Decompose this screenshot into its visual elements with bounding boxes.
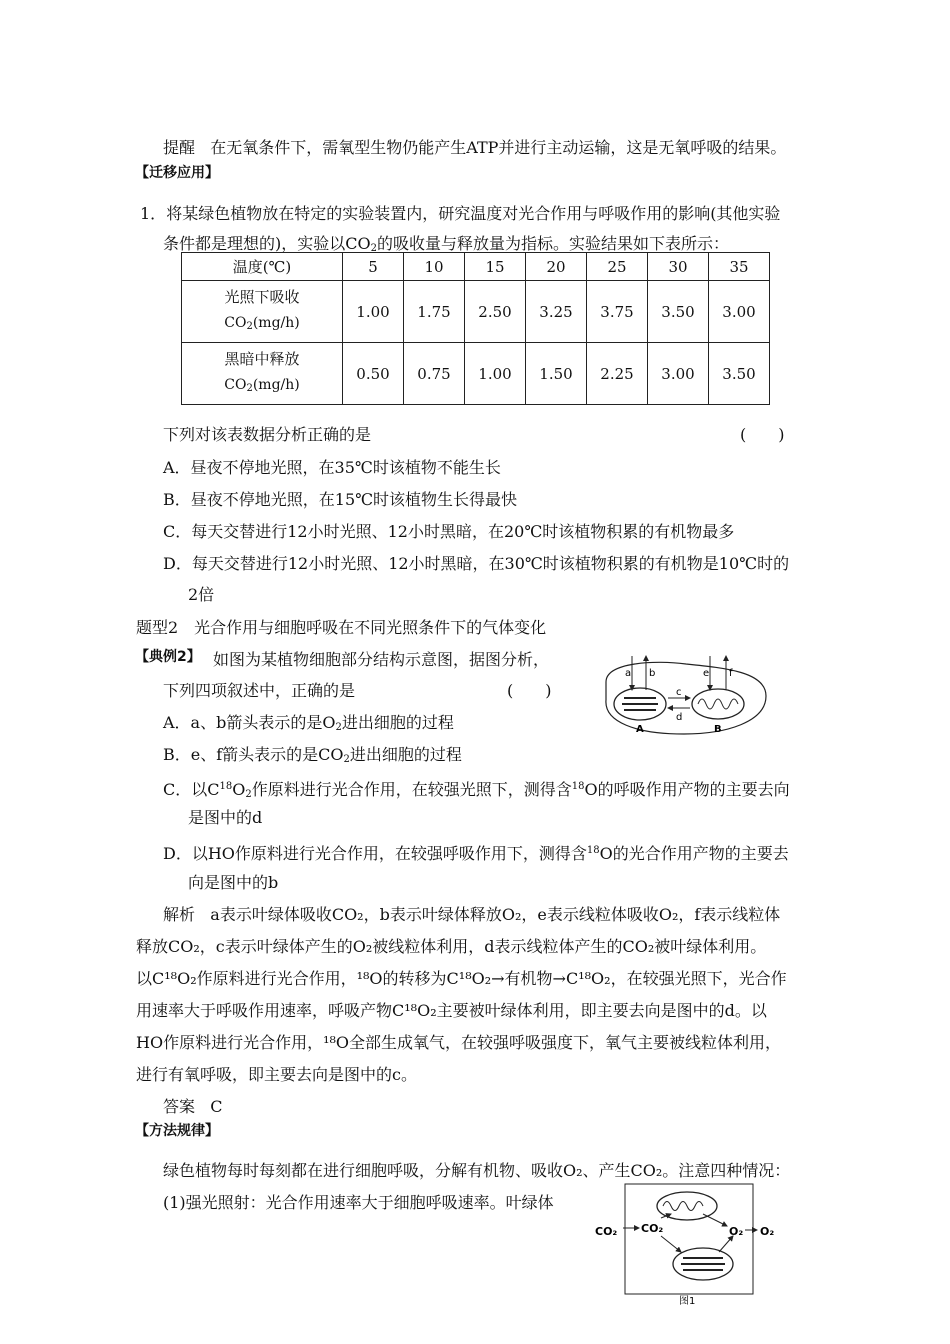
table-cell: 2.50 (465, 281, 526, 343)
table-cell: 3.50 (648, 281, 709, 343)
q1-answer-paren: ( ) (740, 425, 785, 444)
q1-stem-text2a: 条件都是理想的)，实验以CO (163, 234, 371, 253)
table-row-label (182, 343, 343, 405)
section-transfer-heading: 【迁移应用】 (135, 165, 219, 181)
table-cell: 2.25 (587, 343, 648, 405)
label-co2-mid: CO₂ (641, 1222, 664, 1235)
data-table (181, 252, 770, 405)
table-header-label: 温度(℃) (182, 253, 343, 281)
chloroplast-grana (622, 698, 658, 710)
chloroplast-grana (681, 1258, 725, 1270)
example2-line1: 如图为某植物细胞部分结构示意图，据图分析， (213, 650, 550, 669)
figure1-diagram (595, 1180, 793, 1306)
analysis-line5: HO作原料进行光合作用，¹⁸O全部生成氧气，在较强呼吸强度下，氧气主要被线粒体利用， (136, 1033, 782, 1052)
arrow-chloro-o2 (719, 1236, 733, 1252)
label-d: d (676, 712, 683, 723)
figure1-frame (625, 1184, 753, 1294)
q1-prompt: 下列对该表数据分析正确的是 (163, 425, 372, 444)
table-header-row (182, 253, 770, 281)
example2-option-a: A．a、b箭头表示的是$O_2$进出细胞的过程 (163, 713, 454, 733)
label-o2-right: O₂ (760, 1225, 775, 1238)
figure1-caption: 图1 (679, 1296, 696, 1306)
q1-option-d-line2: 2倍 (188, 585, 215, 604)
cell-structure-diagram (596, 652, 772, 740)
mitochondrion-cristae (698, 699, 738, 709)
arrow-mito-o2 (703, 1214, 727, 1226)
label-a: a (625, 668, 632, 679)
table-temp: 25 (587, 253, 648, 281)
table-temp: 35 (709, 253, 770, 281)
label-b: b (649, 668, 656, 679)
label-co2-left: CO₂ (595, 1225, 618, 1238)
q1-option-c: C．每天交替进行12小时光照、12小时黑暗，在20℃时该植物积累的有机物最多 (163, 522, 735, 541)
row-label-line1: 光照下吸收 (224, 287, 300, 306)
tip-label: 提醒 (163, 138, 196, 157)
example2-option-d-line2: 向是图中的b (188, 873, 279, 892)
mitochondrion-cristae (663, 1202, 703, 1211)
method-line1: 绿色植物每时每刻都在进行细胞呼吸，分解有机物、吸收O₂、产生CO₂。注意四种情况： (163, 1161, 791, 1180)
q1-stem-line2: 条件都是理想的)，实验以$CO_2$的吸收量与释放量为指标。实验结果如下表所示： (163, 234, 729, 254)
q1-number: 1． (140, 204, 167, 223)
example2-option-c-line1: C．以$C^{18}O_2$作原料进行光合作用，在较强光照下，测得含$^{18}$O的呼吸作用产物的主要去向 (163, 780, 790, 800)
tip-text: 在无氧条件下，需氧型生物仍能产生ATP并进行主动运输，这是无氧呼吸的结果。 (210, 138, 787, 157)
table-temp: 20 (526, 253, 587, 281)
row-label-line2: $CO_2(mg/h)$ (224, 376, 300, 394)
example2-option-c-line2: 是图中的d (188, 808, 263, 827)
analysis-line1 (163, 905, 780, 925)
answer-line (163, 1097, 223, 1117)
answer-value: C (210, 1097, 223, 1116)
tip-line (163, 138, 786, 158)
example2-paren: ( ) (507, 681, 552, 700)
table-cell: 3.00 (648, 343, 709, 405)
type2-title: 题型2 光合作用与细胞呼吸在不同光照条件下的气体变化 (136, 618, 547, 637)
arrow-to-chloro (661, 1236, 681, 1252)
q1-option-a: A．昼夜不停地光照，在35℃时该植物不能生长 (163, 458, 501, 477)
table-temp: 10 (404, 253, 465, 281)
example2-tag: 【典例2】 (135, 649, 201, 665)
example2-option-b: B．e、f箭头表示的是$CO_2$进出细胞的过程 (163, 745, 462, 765)
method-line2: (1)强光照射：光合作用速率大于细胞呼吸速率。叶绿体 (163, 1193, 554, 1212)
table-cell: 1.00 (343, 281, 404, 343)
q1-stem-text1: 将某绿色植物放在特定的实验装置内，研究温度对光合作用与呼吸作用的影响(其他实验 (166, 204, 781, 223)
label-B: B (714, 724, 722, 735)
q1-stem-line1 (140, 204, 780, 224)
analysis-line2: 释放CO₂，c表示叶绿体产生的O₂被线粒体利用，d表示线粒体产生的CO₂被叶绿体利用。 (136, 937, 767, 956)
answer-label: 答案 (163, 1097, 196, 1116)
table-cell: 1.50 (526, 343, 587, 405)
q1-option-b: B．昼夜不停地光照，在15℃时该植物生长得最快 (163, 490, 518, 509)
row-label-line1: 黑暗中释放 (224, 349, 300, 368)
table-cell: 1.75 (404, 281, 465, 343)
table-cell: 3.75 (587, 281, 648, 343)
table-cell: 1.00 (465, 343, 526, 405)
q1-option-d-line1: D．每天交替进行12小时光照、12小时黑暗，在30℃时该植物积累的有机物是10℃时的 (163, 554, 790, 573)
table-temp: 30 (648, 253, 709, 281)
label-o2-mid: O₂ (729, 1225, 744, 1238)
table-row (182, 281, 770, 343)
label-A: A (636, 724, 644, 735)
example2-line2: 下列四项叙述中，正确的是 (163, 681, 356, 700)
table-temp: 15 (465, 253, 526, 281)
q1-stem-text2b: 的吸收量与释放量为指标。实验结果如下表所示： (376, 234, 729, 253)
analysis-text1: a表示叶绿体吸收CO₂，b表示叶绿体释放O₂，e表示线粒体吸收O₂，f表示线粒体 (210, 905, 781, 924)
analysis-line3: 以C¹⁸O₂作原料进行光合作用，¹⁸O的转移为C¹⁸O₂→有机物→C¹⁸O₂，在较强光照下，光合作 (136, 969, 787, 988)
label-c: c (676, 687, 682, 698)
section-method-heading: 【方法规律】 (135, 1123, 219, 1139)
label-f: f (729, 668, 733, 679)
table-cell: 3.00 (709, 281, 770, 343)
mitochondrion-icon (692, 689, 744, 719)
row-label-line2: $CO_2(mg/h)$ (224, 314, 300, 332)
table-cell: 3.50 (709, 343, 770, 405)
example2-option-d-line1: D．以HO作原料进行光合作用，在较强呼吸作用下，测得含$^{18}$O的光合作用产物的主要去 (163, 844, 789, 863)
analysis-label: 解析 (163, 905, 196, 924)
table-cell: 0.50 (343, 343, 404, 405)
table-row-label (182, 281, 343, 343)
table-cell: 3.25 (526, 281, 587, 343)
analysis-line6: 进行有氧呼吸，即主要去向是图中的c。 (136, 1065, 417, 1084)
label-e: e (703, 668, 710, 679)
table-temp: 5 (343, 253, 404, 281)
table-cell: 0.75 (404, 343, 465, 405)
table-row (182, 343, 770, 405)
analysis-line4: 用速率大于呼吸作用速率，呼吸产物C¹⁸O₂主要被叶绿体利用，即主要去向是图中的d。以 (136, 1001, 767, 1020)
